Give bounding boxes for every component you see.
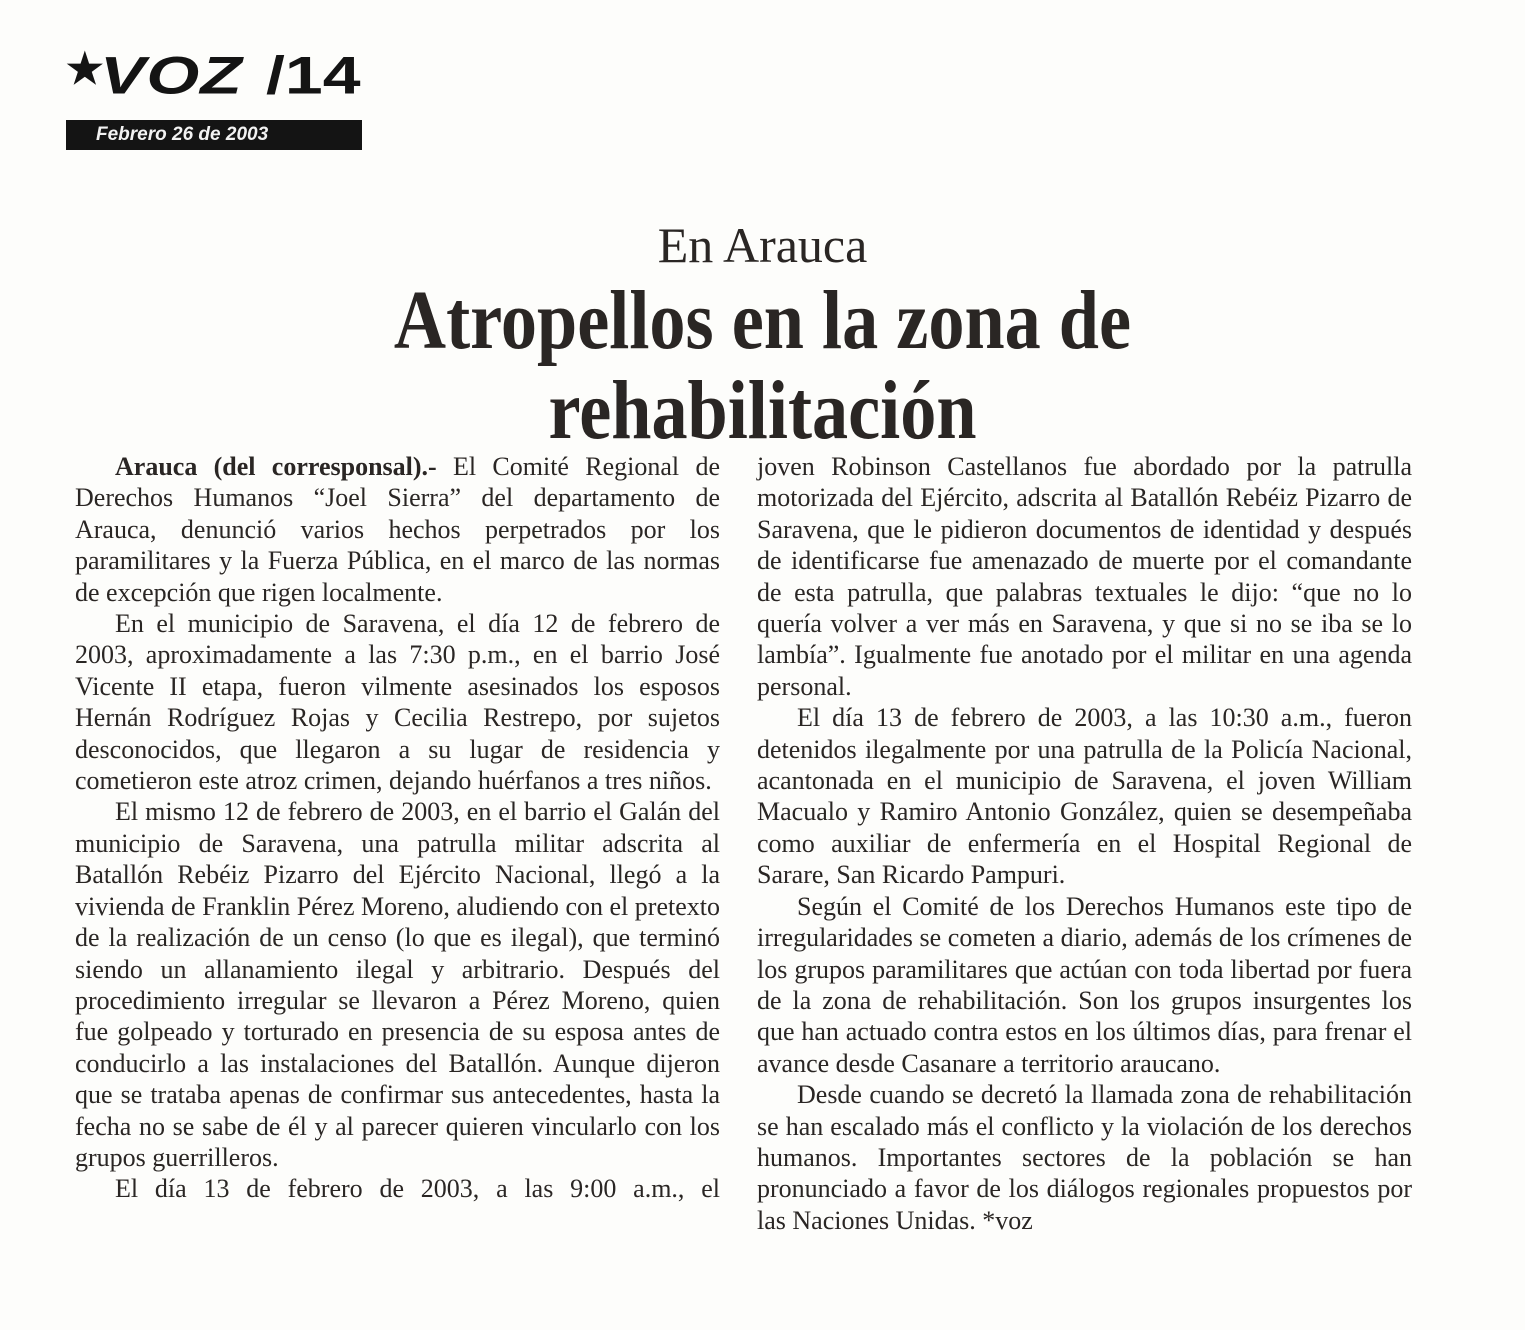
article-headline (107, 276, 1419, 456)
page-number: /14 (266, 46, 361, 106)
publication-date: Febrero 26 de 2003 (96, 124, 269, 145)
paragraph-1 (75, 451, 720, 608)
paragraph-7 (757, 1079, 1412, 1236)
newspaper-name: VOZ (100, 46, 243, 106)
article-signature: *voz (975, 1205, 1033, 1235)
paragraph-1-text: El Comité Regional de Derechos Humanos “Joel Sierra” del departamento de Arauca, denunció varios hechos perpetrados por los paramilitares y la Fuerza Pública, en el marco de las normas de excepción que rigen localmente. (75, 452, 720, 607)
newspaper-logo (66, 46, 366, 126)
star-icon: ★ (66, 45, 104, 92)
article-column-left (75, 451, 720, 1205)
paragraph-7-text: Desde cuando se decretó la llamada zona de rehabilitación se han escalado más el conflicto y la violación de los derechos humanos. Importantes sectores de la población se han pronunciado a favor de los diálogos regionales propuestos por las Naciones Unidas. (757, 1080, 1412, 1235)
paragraph-5: El día 13 de febrero de 2003, a las 10:30 a.m., fueron detenidos ilegalmente por una patrulla de la Policía Nacional, acantonada en el municipio de Saravena, el joven William Macualo y Ramiro Antonio González, quien se desempeñaba como auxiliar de enfermería en el Hospital Regional de Sarare, San Ricardo Pampuri. (757, 703, 1412, 890)
article-lede: Arauca (del corresponsal).- (115, 452, 437, 481)
date-bar (66, 120, 362, 150)
paragraph-3: El mismo 12 de febrero de 2003, en el barrio el Galán del municipio de Saravena, una patrulla militar adscrita al Batallón Rebéiz Pizarro del Ejército Nacional, llegó a la vivienda de Franklin Pérez Moreno, aludiendo con el pretexto de la realización de un censo (lo que es ilegal), que terminó siendo un allanamiento ilegal y arbitrario. Después del procedimiento irregular se llevaron a Pérez Moreno, quien fue golpeado y torturado en presencia de su esposa antes de conducirlo a las instalaciones del Batallón. Aunque dijeron que se trataba apenas de confirmar sus antecedentes, hasta la fecha no se sabe de él y al parecer quieren vincularlo con los grupos guerrilleros. (75, 797, 720, 1172)
paragraph-2: En el municipio de Saravena, el día 12 de febrero de 2003, aproximadamente a las 7:30 p.m., en el barrio José Vicente II etapa, fueron vilmente asesinados los esposos Hernán Rodríguez Rojas y Cecilia Restrepo, por sujetos desconocidos, que llegaron a su lugar de residencia y cometieron este atroz crimen, dejando huérfanos a tres niños. (75, 609, 720, 796)
masthead (66, 40, 366, 160)
headline-line-1: Atropellos en la zona de (393, 274, 1132, 367)
paragraph-4-continued: joven Robinson Castellanos fue abordado por la patrulla motorizada del Ejército, adscrita al Batallón Rebéiz Pizarro de Saravena, que le pidieron documentos de identidad y después de identificarse fue amenazado de muerte por el comandante de esta patrulla, que palabras textuales le dijo: “que no lo quería volver a ver más en Saravena, y que si no se iba se lo lambía”. Igualmente fue anotado por el militar en una agenda personal. (757, 452, 1412, 701)
headline-line-2: rehabilitación (548, 364, 977, 457)
paragraph-4-start: El día 13 de febrero de 2003, a las 9:00 a.m., el (115, 1174, 720, 1204)
article-kicker: En Arauca (657, 217, 868, 273)
article-column-right (757, 451, 1412, 1236)
paragraph-6: Según el Comité de los Derechos Humanos este tipo de irregularidades se cometen a diario, además de los crímenes de los grupos paramilitares que actúan con toda libertad por fuera de la zona de rehabilitación. Son los grupos insurgentes los que han actuado contra estos en los últimos días, para frenar el avance desde Casanare a territorio araucano. (757, 891, 1412, 1078)
